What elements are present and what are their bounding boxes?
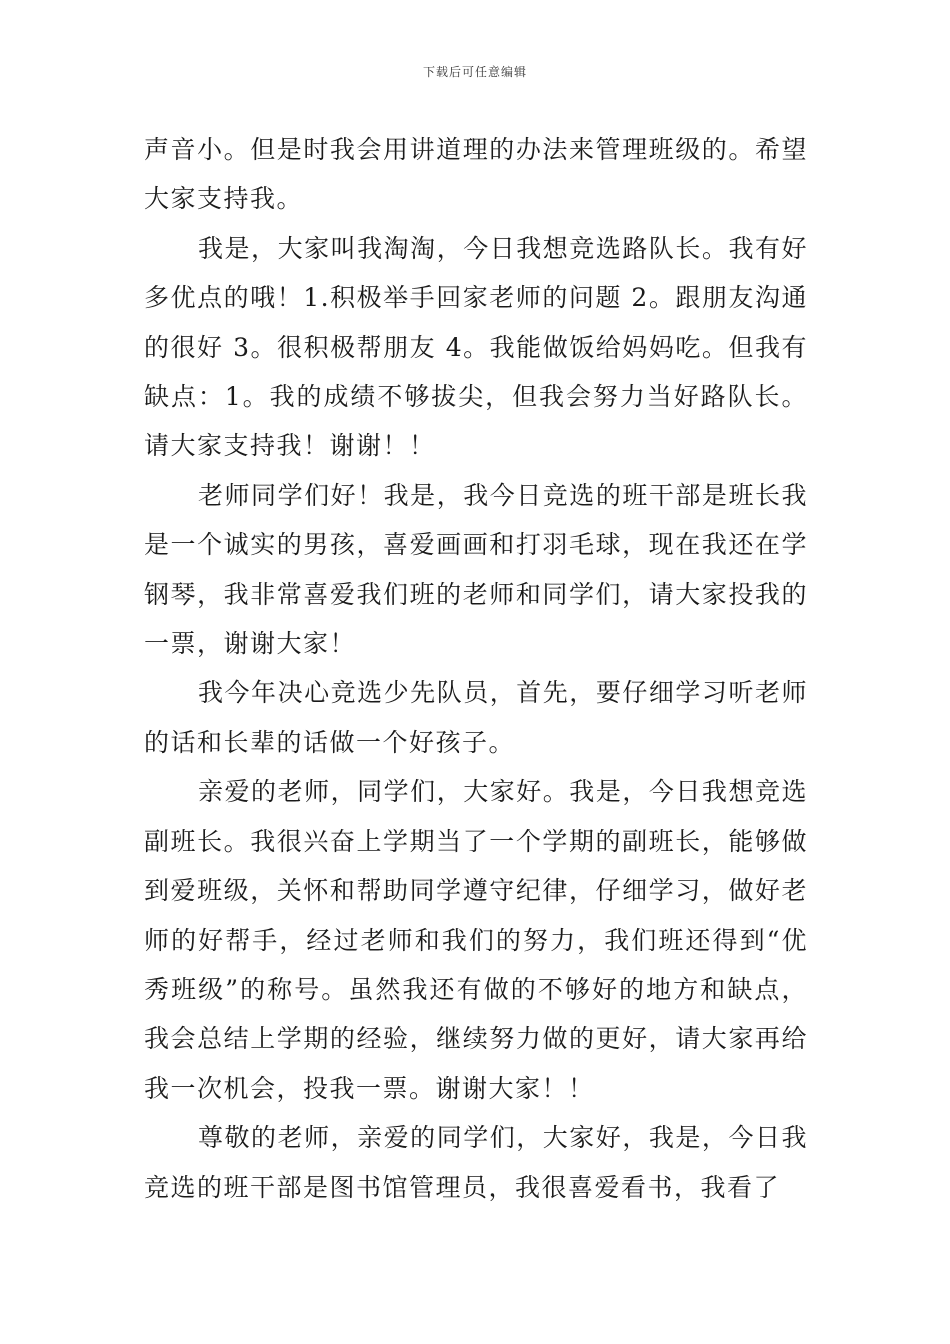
paragraph: 我今年决心竞选少先队员，首先，要仔细学习听老师的话和长辈的话做一个好孩子。 [144,678,808,757]
page-header: 下载后可任意编辑 [422,65,527,79]
paragraph: 亲爱的老师，同学们，大家好。我是，今日我想竞选副班长。我很兴奋上学期当了一个学期的副班长，能够做到爱班级，关怀和帮助同学遵守纪律，仔细学习，做好老师的好帮手，经过老师和我们的努力，我们班还得到“优秀班级”的称号。虽然我还有做的不够好的地方和缺点，我会总结上学期的经验，继续努力做的更好，请大家再给我一次机会，投我一票。谢谢大家！！ [144,777,808,1103]
document-body [144,125,808,1212]
paragraph: 尊敬的老师，亲爱的同学们，大家好，我是，今日我竞选的班干部是图书馆管理员，我很喜爱看书，我看了 [144,1123,808,1202]
paragraph: 我是，大家叫我淘淘，今日我想竞选路队长。我有好多优点的哦！1.积极举手回家老师的问题 2。跟朋友沟通的很好 3。很积极帮朋友 4。我能做饭给妈妈吃。但我有缺点：1。我的成绩不够拔尖，但我会努力当好路队长。请大家支持我！谢谢！！ [144,233,808,461]
paragraph: 老师同学们好！我是，我今日竞选的班干部是班长我是一个诚实的男孩，喜爱画画和打羽毛球，现在我还在学钢琴，我非常喜爱我们班的老师和同学们，请大家投我的一票，谢谢大家！ [144,480,808,659]
paragraph: 声音小。但是时我会用讲道理的办法来管理班级的。希望大家支持我。 [144,135,808,214]
